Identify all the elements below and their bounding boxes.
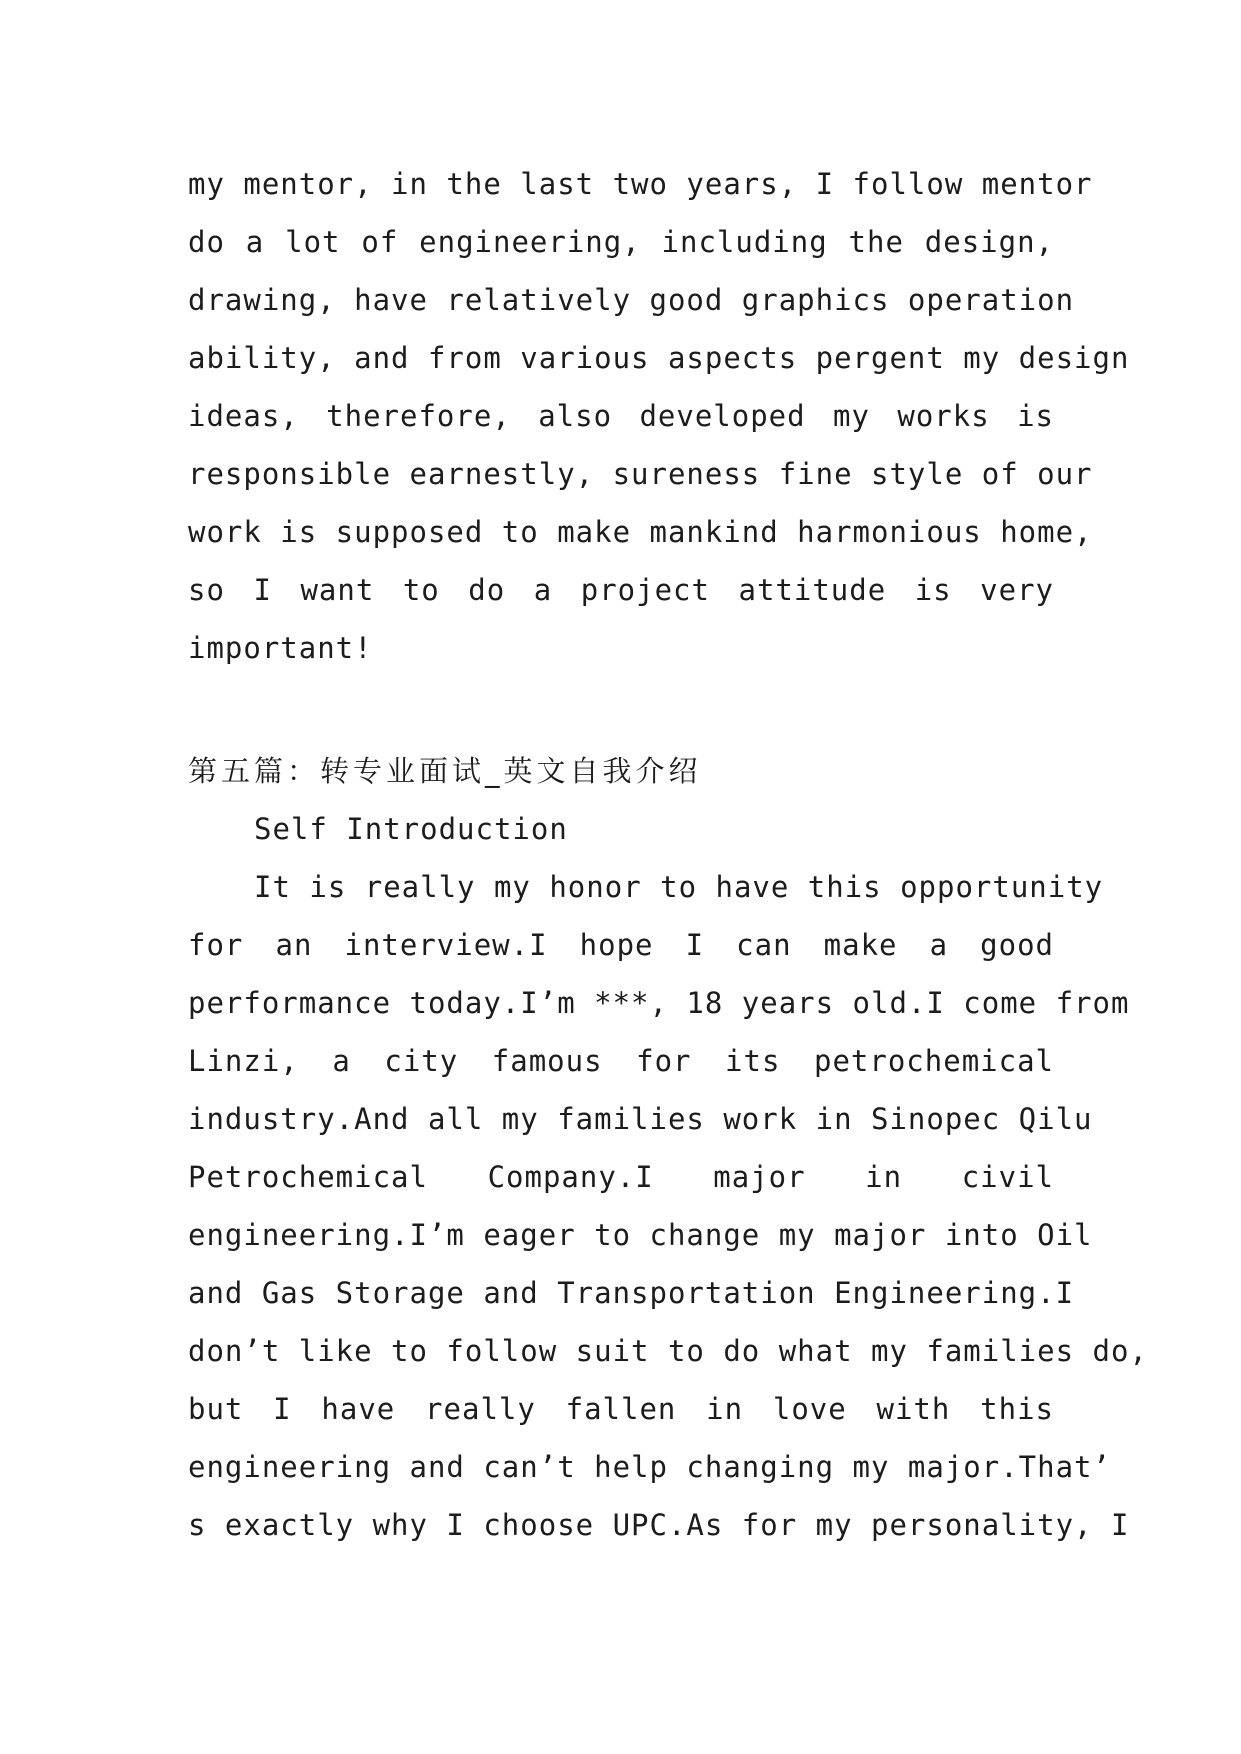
section-subtitle: Self Introduction bbox=[254, 812, 568, 846]
paragraph-mentor bbox=[188, 155, 1130, 677]
text-line: and Gas Storage and Transportation Engineering.I bbox=[188, 1276, 1075, 1310]
text-line: but I have really fallen in love with this bbox=[188, 1392, 1054, 1426]
text-line: work is supposed to make mankind harmonious home, bbox=[188, 515, 1093, 549]
text-line: industry.And all my families work in Sinopec Qilu bbox=[188, 1102, 1093, 1136]
text-line: engineering and can’t help changing my major.That’ bbox=[188, 1450, 1111, 1484]
text-line: ideas, therefore, also developed my works is bbox=[188, 399, 1054, 433]
text-line: s exactly why I choose UPC.As for my personality, I bbox=[188, 1508, 1130, 1542]
section-subtitle-block bbox=[188, 800, 1054, 858]
text-line: my mentor, in the last two years, I follow mentor bbox=[188, 167, 1093, 201]
text-line: performance today.I’m ***, 18 years old.I come from bbox=[188, 986, 1130, 1020]
paragraph-self-introduction bbox=[188, 858, 1148, 1554]
text-line: important! bbox=[188, 631, 373, 665]
text-line: responsible earnestly, sureness fine style of our bbox=[188, 457, 1093, 491]
text-line: drawing, have relatively good graphics operation bbox=[188, 283, 1075, 317]
text-line: don’t like to follow suit to do what my families do, bbox=[188, 1334, 1148, 1368]
text-line: Petrochemical Company.I major in civil bbox=[188, 1160, 1054, 1194]
text-line: ability, and from various aspects pergent my design bbox=[188, 341, 1130, 375]
text-line: for an interview.I hope I can make a good bbox=[188, 928, 1054, 962]
section-heading: 第五篇：转专业面试_英文自我介绍 bbox=[188, 754, 702, 788]
text-line: Linzi, a city famous for its petrochemical bbox=[188, 1044, 1054, 1078]
text-line: do a lot of engineering, including the design, bbox=[188, 225, 1054, 259]
text-line: so I want to do a project attitude is very bbox=[188, 573, 1054, 607]
text-line: engineering.I’m eager to change my major into Oil bbox=[188, 1218, 1093, 1252]
text-line: It is really my honor to have this opportunity bbox=[254, 870, 1104, 904]
